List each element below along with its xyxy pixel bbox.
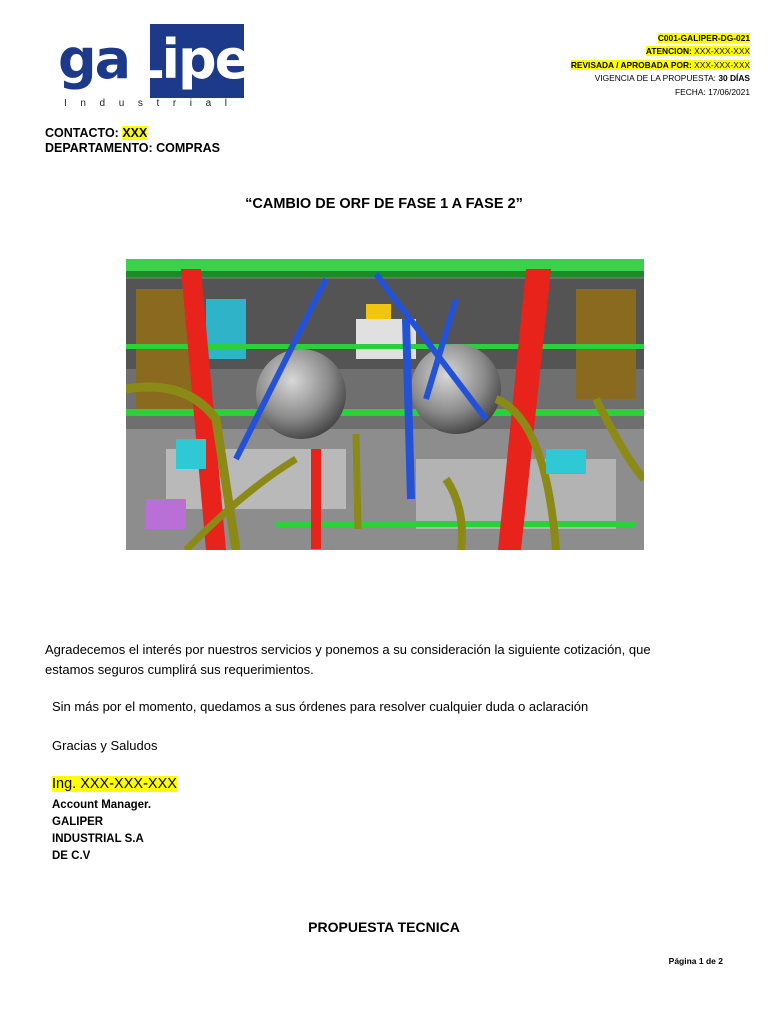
closing-paragraph: Sin más por el momento, quedamos a sus órdenes para resolver cualquier duda o aclaración [52,699,589,714]
departamento-line: DEPARTAMENTO: COMPRAS [45,141,220,155]
plant-3d-render-image [126,259,644,550]
revisada-line: REVISADA / APROBADA POR: XXX-XXX-XXX [570,59,750,70]
intro-line-1: Agradecemos el interés por nuestros servicios y ponemos a su consideración la siguiente cotización, que [45,642,651,657]
vigencia-line: VIGENCIA DE LA PROPUESTA: 30 DÍAS [594,73,750,84]
intro-paragraph [45,640,651,680]
contact-block [45,126,220,156]
company-logo [58,24,274,110]
section-title: PROPUESTA TECNICA [308,919,460,935]
document-header [571,32,750,99]
logo-subtitle: Industrial [64,98,241,109]
signature-role: Account Manager. [52,799,152,811]
document-title: “CAMBIO DE ORF DE FASE 1 A FASE 2” [245,196,523,212]
signature-company-1: GALIPER [52,816,104,828]
logo-wordmark: gaLiper [58,28,274,91]
contacto-line: CONTACTO: XXX [45,126,148,140]
signature-details [52,797,151,865]
fecha-line: FECHA: 17/06/2021 [675,86,750,97]
document-code: C001-GALIPER-DG-021 [657,33,750,43]
atencion-line: ATENCION: XXX-XXX-XXX [645,46,750,57]
intro-line-2: estamos seguros cumplirá sus requerimientos. [45,662,314,677]
signature-company-2: INDUSTRIAL S.A [52,833,144,845]
signature-company-3: DE C.V [52,850,91,862]
greeting: Gracias y Saludos [52,738,158,753]
page-number: Página 1 de 2 [668,956,723,966]
signature-name: Ing. XXX-XXX-XXX [52,776,177,792]
